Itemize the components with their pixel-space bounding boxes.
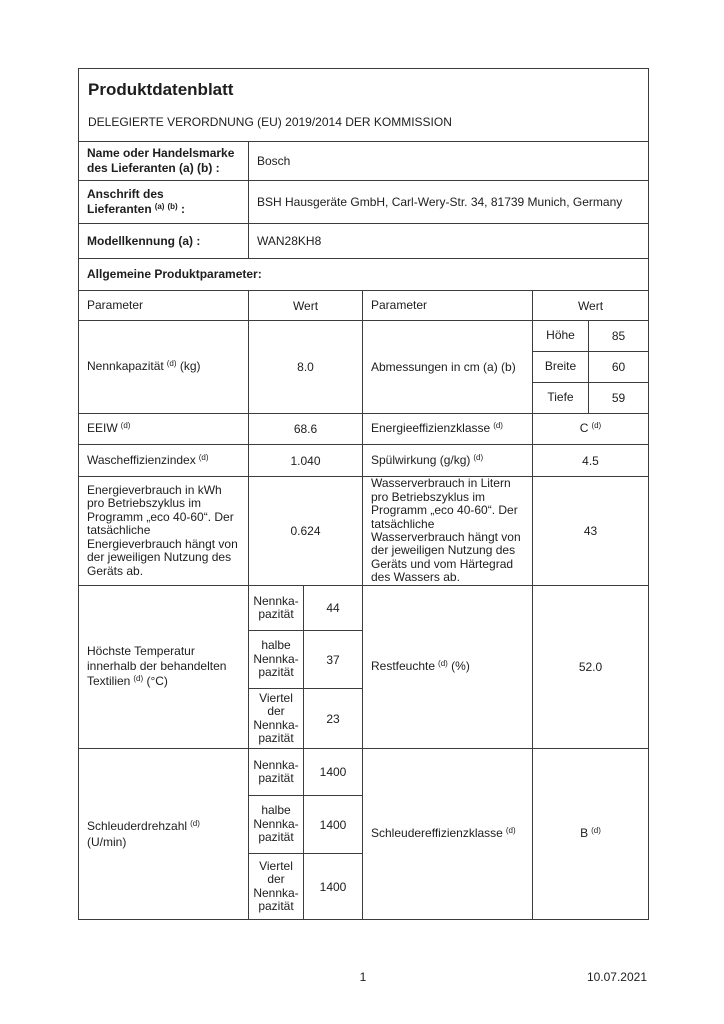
supplier-address-label bbox=[79, 181, 249, 223]
temperature-subtable bbox=[249, 586, 363, 748]
eeiw-value: 68.6 bbox=[249, 414, 363, 444]
wash-index-row bbox=[79, 445, 648, 477]
page-number: 1 bbox=[359, 970, 367, 984]
footnote-d: (d) bbox=[591, 826, 601, 835]
rinse-label-text: Spülwirkung (g/kg) bbox=[371, 452, 471, 467]
dimension-value: 60 bbox=[611, 360, 626, 374]
load-name: Nennka-pazität bbox=[249, 749, 304, 795]
energy-class-value-text: C bbox=[579, 421, 589, 435]
footnote-d: (d) bbox=[166, 359, 177, 368]
load-name: Nennka-pazität bbox=[249, 586, 304, 630]
energy-class-label bbox=[363, 414, 533, 444]
spin-speed-label bbox=[79, 749, 249, 919]
footnote-d: (d) bbox=[190, 818, 200, 828]
energy-class-value bbox=[533, 414, 648, 444]
dimension-name: Breite bbox=[533, 352, 589, 382]
residual-moisture-label bbox=[363, 586, 533, 748]
spin-speed-label-text: Schleuderdrehzahl bbox=[87, 818, 188, 833]
footnote-d: (d) bbox=[133, 674, 144, 683]
dimensions-label bbox=[363, 321, 533, 413]
spin-row-quarter-load bbox=[249, 854, 362, 919]
temperature-row bbox=[79, 586, 648, 749]
footnote-d: (d) bbox=[473, 452, 484, 462]
spin-speed-value: 1400 bbox=[319, 879, 347, 894]
dimension-name: Tiefe bbox=[533, 383, 589, 413]
footnote-b: (b) bbox=[167, 201, 178, 211]
dimensions-subtable bbox=[533, 321, 648, 413]
spin-class-label-text: Schleudereffizienzklasse bbox=[371, 826, 503, 840]
spin-row-full-load bbox=[249, 749, 362, 796]
eeiw-label-text: EEIW bbox=[87, 421, 118, 435]
residual-moisture-label-text: Restfeuchte bbox=[371, 659, 436, 673]
residual-moisture-unit: (%) bbox=[447, 659, 470, 673]
dimension-row-height bbox=[533, 321, 648, 352]
spin-class-value bbox=[533, 749, 648, 919]
page-footer bbox=[78, 970, 648, 986]
temperature-value: 44 bbox=[326, 601, 340, 615]
spin-speed-unit: (U/min) bbox=[87, 834, 127, 849]
column-header-row bbox=[79, 291, 648, 321]
supplier-name-value-text: Bosch bbox=[257, 153, 291, 168]
footnote-d: (d) bbox=[438, 659, 448, 668]
load-name: Viertel der Nennka-pazität bbox=[249, 689, 304, 748]
datasheet-table bbox=[78, 68, 649, 920]
footnote-d: (d) bbox=[120, 421, 131, 430]
eeiw-label bbox=[79, 414, 249, 444]
section-header-row bbox=[79, 259, 648, 291]
dimension-row-depth bbox=[533, 383, 648, 413]
supplier-address-value bbox=[249, 181, 648, 223]
rinse-label bbox=[363, 445, 533, 476]
consumption-row bbox=[79, 477, 648, 586]
residual-moisture-value: 52.0 bbox=[578, 660, 603, 674]
model-value-text: WAN28KH8 bbox=[257, 233, 322, 248]
supplier-address-row bbox=[79, 181, 648, 224]
supplier-name-row bbox=[79, 142, 648, 181]
dimension-name: Höhe bbox=[533, 321, 589, 351]
footnote-d: (d) bbox=[198, 452, 209, 462]
model-label-text: Modellkennung (a) : bbox=[87, 233, 201, 248]
column-header-value-right: Wert bbox=[577, 298, 604, 313]
footer-date: 10.07.2021 bbox=[586, 970, 647, 984]
footnote-d: (d) bbox=[505, 826, 516, 835]
spin-speed-subtable bbox=[249, 749, 363, 919]
dimension-row-width bbox=[533, 352, 648, 383]
model-row bbox=[79, 224, 648, 259]
capacity-value: 8.0 bbox=[249, 321, 363, 413]
column-header-parameter-left bbox=[79, 291, 249, 320]
footnote-d: (d) bbox=[493, 421, 503, 430]
energy-consumption-value: 0.624 bbox=[249, 477, 363, 585]
supplier-name-label bbox=[79, 142, 249, 180]
column-header-text: Parameter bbox=[371, 298, 428, 312]
supplier-address-value-text: BSH Hausgeräte GmbH, Carl-Wery-Str. 34, 81739 Munich, Germany bbox=[257, 194, 623, 209]
spin-row bbox=[79, 749, 648, 919]
capacity-label-text: Nennkapazität bbox=[87, 359, 164, 373]
regulation-subtitle: DELEGIERTE VERORDNUNG (EU) 2019/2014 DER KOMMISSION bbox=[88, 115, 452, 129]
capacity-dimensions-row bbox=[79, 321, 648, 414]
rinse-value: 4.5 bbox=[582, 453, 599, 468]
energy-consumption-label bbox=[79, 477, 249, 585]
temperature-unit: (°C) bbox=[143, 674, 168, 688]
temperature-label bbox=[79, 586, 249, 748]
spin-class-label bbox=[363, 749, 533, 919]
water-consumption-value: 43 bbox=[583, 524, 598, 538]
eeiw-row bbox=[79, 414, 648, 445]
spin-speed-value: 1400 bbox=[319, 765, 347, 779]
temperature-value: 23 bbox=[326, 711, 340, 726]
section-title-text: Allgemeine Produktparameter: bbox=[87, 267, 262, 281]
column-header-parameter-right bbox=[363, 291, 533, 320]
energy-class-label-text: Energieeffizienzklasse bbox=[371, 421, 491, 435]
spin-row-half-load bbox=[249, 796, 362, 854]
model-label bbox=[79, 224, 249, 258]
supplier-name-value bbox=[249, 142, 648, 180]
wash-index-value: 1.040 bbox=[249, 445, 363, 476]
column-header-value-left: Wert bbox=[249, 291, 363, 320]
temperature-label-text: Höchste Temperatur innerhalb der behandelten Textilien bbox=[87, 644, 227, 688]
temperature-row-full-load bbox=[249, 586, 362, 631]
title-row bbox=[79, 69, 648, 142]
section-title bbox=[79, 259, 648, 290]
temperature-value: 37 bbox=[326, 652, 340, 667]
wash-index-label-text: Wascheffizienzindex bbox=[87, 452, 196, 467]
supplier-address-label-text: Anschrift des Lieferanten bbox=[87, 186, 164, 216]
spin-class-value-text: B bbox=[580, 826, 589, 840]
water-consumption-text: Wasserverbrauch in Litern pro Betriebszyklus im Programm „eco 40-60“. Der tatsächliche Wasserverbrauch hängt von der jeweiligen Nutzung des Geräts und vom Härtegrad des Wassers ab. bbox=[371, 477, 521, 585]
water-consumption-label bbox=[363, 477, 533, 585]
spin-speed-value: 1400 bbox=[319, 817, 347, 832]
column-header-text: Parameter bbox=[87, 298, 144, 312]
capacity-unit: (kg) bbox=[176, 359, 201, 373]
temperature-row-half-load bbox=[249, 631, 362, 689]
title-cell bbox=[79, 69, 648, 141]
footnote-d: (d) bbox=[591, 421, 602, 430]
load-name: halbe Nennka-pazität bbox=[249, 631, 304, 688]
dimension-value: 85 bbox=[611, 329, 626, 343]
energy-consumption-text: Energieverbrauch in kWh pro Betriebszyklus im Programm „eco 40-60“. Der tatsächliche Energieverbrauch hängt von der jeweiligen Nutzung des Geräts ab. bbox=[87, 483, 238, 578]
footnote-a: (a) bbox=[154, 201, 165, 211]
supplier-name-label-text: Name oder Handelsmarke des Lieferanten (a) (b) : bbox=[87, 146, 235, 175]
wash-index-label bbox=[79, 445, 249, 476]
page-title: Produktdatenblatt bbox=[88, 80, 234, 99]
dimensions-label-text: Abmessungen in cm (a) (b) bbox=[371, 359, 516, 374]
model-value bbox=[249, 224, 648, 258]
dimension-value: 59 bbox=[611, 391, 626, 405]
temperature-row-quarter-load bbox=[249, 689, 362, 748]
supplier-address-label-colon: : bbox=[177, 201, 186, 216]
load-name: Viertel der Nennka-pazität bbox=[249, 854, 304, 919]
capacity-label bbox=[79, 321, 249, 413]
load-name: halbe Nennka-pazität bbox=[249, 796, 304, 853]
